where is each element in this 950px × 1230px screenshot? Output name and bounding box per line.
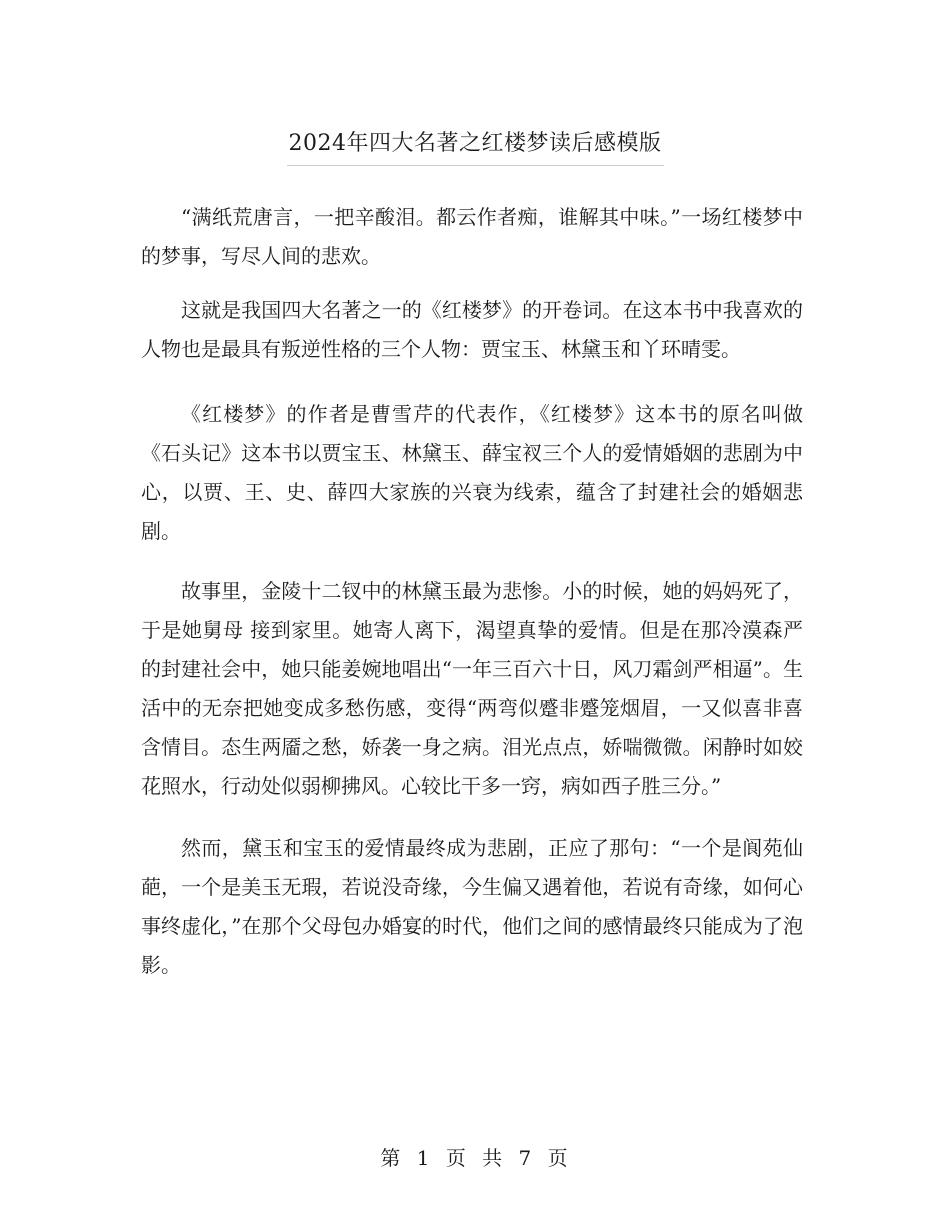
paragraph: “满纸荒唐言，一把辛酸泪。都云作者痴，谁解其中味。”一场红楼梦中的梦事，写尽人间的悲欢。 [141,205,803,268]
paragraph: 然而，黛玉和宝玉的爱情最终成为悲剧，正应了那句：“一个是阆苑仙葩，一个是美玉无瑕，若说没奇缘，今生偏又遇着他，若说有奇缘，如何心事终虚化，”在那个父母包办婚宴的时代，他们之间的感情最终只能成为了泡影。 [141,836,803,977]
paragraph: 《红楼梦》的作者是曹雪芹的代表作，《红楼梦》这本书的原名叫做《石头记》这本书以贾宝玉、林黛玉、薛宝衩三个人的爱情婚姻的悲剧为中心，以贾、王、史、薛四大家族的兴衰为线索，蕴含了封建社会的婚姻悲剧。 [141,402,803,543]
title-container [0,126,950,166]
page-number-footer: 第 1 页 共 7 页 [380,1146,570,1170]
paragraph: 这就是我国四大名著之一的《红楼梦》的开卷词。在这本书中我喜欢的人物也是最具有叛逆性格的三个人物：贾宝玉、林黛玉和丫环晴雯。 [141,298,803,361]
document-title: 2024年四大名著之红楼梦读后感模版 [287,126,664,166]
paragraph: 故事里，金陵十二钗中的林黛玉最为悲惨。小的时候，她的妈妈死了，于是她舅母 接到家里。她寄人离下，渴望真挚的爱情。但是在那冷漠森严的封建社会中，她只能姜婉地唱出“一年三百六十日，风刀霜剑严相逼”。生活中的无奈把她变成多愁伤感，变得“两弯似蹙非蹙笼烟眉，一又似喜非喜含情目。态生两靥之愁，娇袭一身之病。泪光点点，娇喘微微。闲静时如姣花照水，行动处似弱柳拂风。心较比干多一窍，病如西子胜三分。” [141,579,803,798]
document-body [141,198,803,1001]
